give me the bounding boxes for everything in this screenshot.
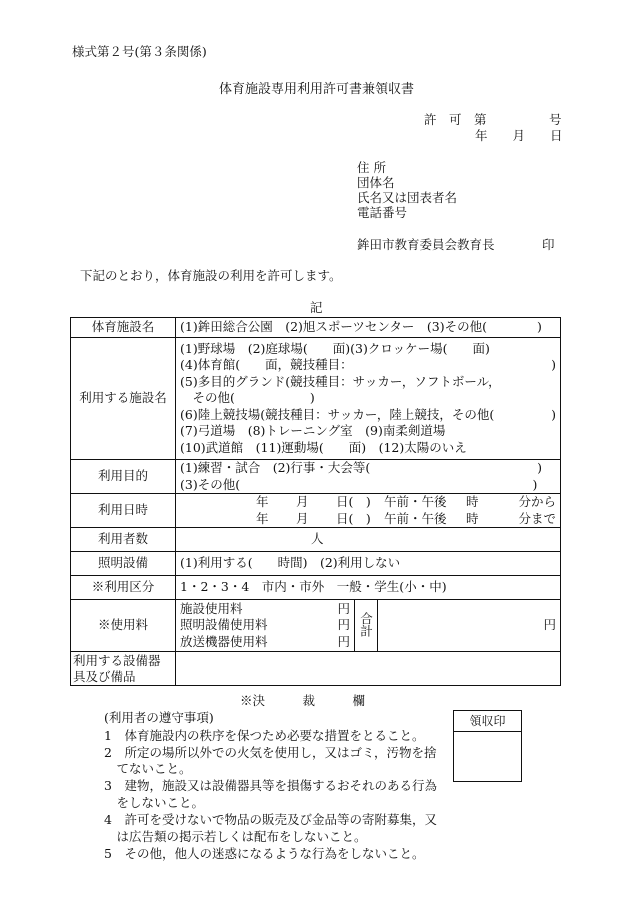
permit-number-line: 許 可 第 号 [424, 112, 562, 127]
fee-yen: 円 [337, 601, 350, 616]
fee-total-field[interactable] [378, 600, 561, 651]
rule-line-6: 4 許可を受けないで物品の販売及び金品等の寄附募集，又 [104, 812, 437, 827]
sub-facility-line-2: (4)体育館( 面，競技種目： [180, 357, 353, 373]
intro-text: 下記のとおり，体育施設の利用を許可します。 [80, 268, 342, 283]
ki-heading: 記 [310, 300, 323, 315]
rule-line-8: 5 その他，他人の迷惑になるような行為をしないこと。 [104, 846, 425, 861]
row-datetime [71, 494, 561, 528]
fee-total-yen: 円 [543, 617, 556, 633]
from-suffix: 分から [518, 494, 556, 510]
lighting-label: 照明設備 [71, 552, 176, 576]
fee-label: ※使用料 [71, 600, 176, 652]
fee-fields [176, 600, 561, 652]
sub-facility-line-4: その他( ) [180, 390, 315, 406]
to-ampm: 午前・午後 [384, 510, 447, 526]
fee-yen: 円 [337, 617, 350, 633]
to-year: 年 [256, 510, 269, 526]
row-sub-facility [71, 338, 561, 460]
to-day: 日( ) [336, 510, 371, 526]
rule-line-5: をしないこと。 [104, 795, 205, 810]
users-unit: 人 [311, 531, 324, 547]
datetime-fields[interactable] [176, 494, 561, 528]
rule-line-4: 3 建物，施設又は設備器具等を損傷するおそれのある行為 [104, 778, 437, 793]
datetime-label: 利用日時 [71, 494, 176, 528]
row-purpose [71, 460, 561, 494]
equipment-label: 利用する設備器具及び備品 [71, 652, 176, 686]
to-month: 月 [296, 510, 309, 526]
sub-facility-line-3: (5)多目的グランド(競技種目：サッカー，ソフトボール， [180, 373, 501, 389]
close-paren: ) [537, 460, 542, 476]
rule-line-3: てないこと。 [104, 761, 192, 776]
form-number: 様式第２号(第３条関係) [72, 44, 207, 59]
sub-facility-line-5: (6)陸上競技場(競技種目：サッカー，陸上競技，その他( [180, 406, 495, 422]
sub-facility-line-1: (1)野球場 (2)庭球場( 面)(3)クロッケー場( 面) [180, 341, 490, 357]
purpose-options[interactable] [176, 460, 561, 494]
issue-date-line: 年 月 日 [475, 128, 563, 143]
from-hour: 時 [466, 494, 479, 510]
lighting-options[interactable]: (1)利用する( 時間) (2)利用しない [176, 552, 561, 576]
seal-mark: 印 [542, 237, 555, 252]
from-ampm: 午前・午後 [384, 494, 447, 510]
category-label: ※利用区分 [71, 576, 176, 600]
sub-facility-options[interactable] [176, 338, 561, 460]
fee-item-broadcast: 放送機器使用料 [180, 633, 268, 649]
from-day: 日( ) [336, 494, 371, 510]
fee-item-facility: 施設使用料 [180, 601, 243, 616]
row-fee [71, 600, 561, 652]
phone-label: 電話番号 [357, 205, 408, 220]
purpose-line-2: (3)その他( [180, 476, 241, 492]
row-users [71, 528, 561, 552]
document-title: 体育施設専用利用許可書兼領収書 [219, 82, 415, 97]
close-paren: ) [551, 357, 556, 373]
to-hour: 時 [466, 510, 479, 526]
fee-yen: 円 [337, 633, 350, 649]
close-paren: ) [551, 406, 556, 422]
decision-heading: ※決 裁 欄 [240, 693, 366, 708]
permit-form-table [70, 317, 561, 686]
sub-facility-label: 利用する施設名 [71, 338, 176, 460]
purpose-line-1: (1)練習・試合 (2)行事・大会等( [180, 460, 371, 476]
name-label: 氏名又は団表者名 [357, 190, 458, 205]
address-label: 住 所 [357, 160, 386, 175]
to-suffix: 分まで [518, 510, 556, 526]
rule-line-2: 2 所定の場所以外での火気を使用し，又はゴミ，汚物を捨 [104, 745, 437, 760]
rule-line-7: は広告類の掲示若しくは配布をしないこと。 [104, 829, 367, 844]
purpose-label: 利用目的 [71, 460, 176, 494]
facility-options[interactable]: (1)鉾田総合公園 (2)旭スポーツセンター (3)その他( ) [176, 318, 561, 338]
receipt-stamp-label: 領収印 [454, 711, 521, 732]
equipment-field[interactable] [176, 652, 561, 686]
rule-line-1: 1 体育施設内の秩序を保つため必要な措置をとること。 [104, 728, 425, 743]
facility-label: 体育施設名 [71, 318, 176, 338]
sub-facility-line-6: (7)弓道場 (8)トレーニング室 (9)南柔剣道場 [180, 423, 446, 439]
issuer-label: 鉾田市教育委員会教育長 [357, 237, 495, 252]
from-year: 年 [256, 494, 269, 510]
sub-facility-line-7: (10)武道館 (11)運動場( 面) (12)太陽のいえ [180, 439, 467, 455]
receipt-stamp-box [453, 710, 522, 782]
row-facility [71, 318, 561, 338]
category-options[interactable]: 1・2・3・4 市内・市外 一般・学生(小・中) [176, 576, 561, 600]
users-label: 利用者数 [71, 528, 176, 552]
row-equipment [71, 652, 561, 686]
row-lighting [71, 552, 561, 576]
row-category [71, 576, 561, 600]
close-paren: ) [532, 476, 538, 492]
from-month: 月 [296, 494, 309, 510]
rules-heading: (利用者の遵守事項) [104, 710, 214, 725]
fee-total-label [355, 600, 378, 651]
fee-total-text: 合計 [358, 611, 374, 637]
group-label: 団体名 [357, 175, 395, 190]
users-field[interactable] [176, 528, 561, 552]
fee-item-lighting: 照明設備使用料 [180, 617, 268, 633]
